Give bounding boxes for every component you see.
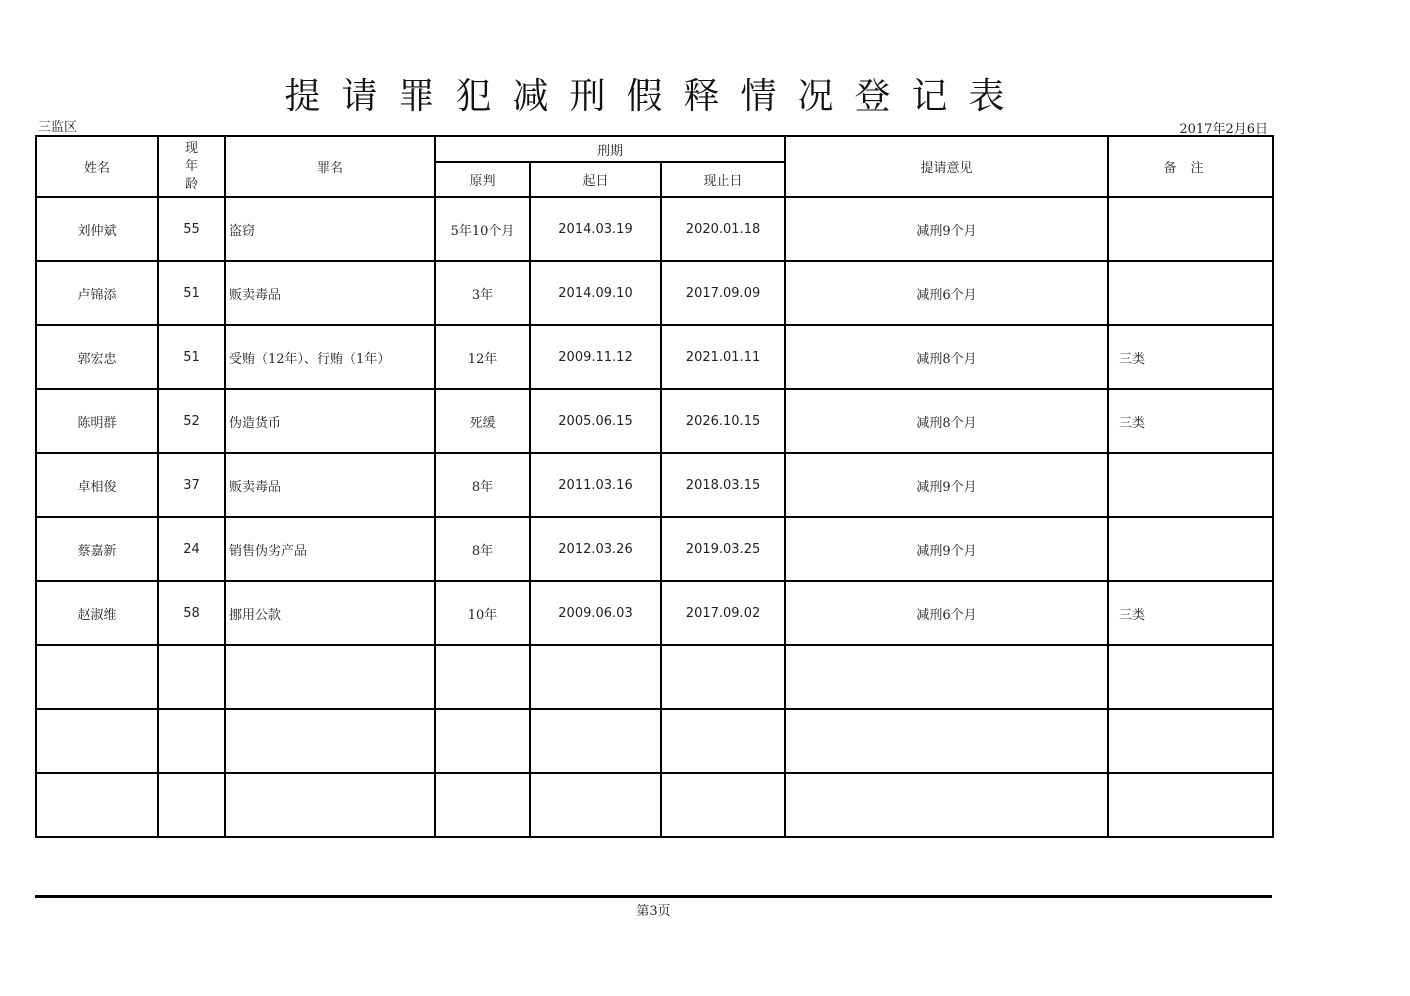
cell-name: 赵淑维 <box>36 581 158 645</box>
header-crime: 罪名 <box>225 136 435 197</box>
cell-age: 51 <box>158 325 225 389</box>
cell-original-sentence: 3年 <box>435 261 530 325</box>
cell-remark <box>1108 709 1273 773</box>
header-remark: 备注 <box>1108 136 1273 197</box>
date-label: 2017年2月6日 <box>1179 122 1268 137</box>
cell-name: 卢锦添 <box>36 261 158 325</box>
cell-remark: 三类 <box>1108 325 1273 389</box>
cell-proposal <box>785 773 1108 837</box>
table-row <box>36 517 1273 581</box>
table-row <box>36 709 1273 773</box>
header-age-char: 龄 <box>184 176 198 192</box>
cell-remark: 三类 <box>1108 389 1273 453</box>
cell-start-date <box>530 645 661 709</box>
cell-start-date: 2012.03.26 <box>530 517 661 581</box>
table-row <box>36 325 1273 389</box>
cell-age <box>158 773 225 837</box>
cell-crime <box>225 645 435 709</box>
cell-age: 51 <box>158 261 225 325</box>
cell-original-sentence <box>435 773 530 837</box>
header-age-char: 现 <box>184 140 198 156</box>
cell-proposal: 减刑8个月 <box>785 389 1108 453</box>
header-proposal: 提请意见 <box>785 136 1108 197</box>
cell-end-date: 2017.09.09 <box>661 261 785 325</box>
cell-original-sentence: 8年 <box>435 517 530 581</box>
cell-end-date: 2021.01.11 <box>661 325 785 389</box>
cell-end-date: 2020.01.18 <box>661 197 785 261</box>
cell-original-sentence: 10年 <box>435 581 530 645</box>
table-row <box>36 453 1273 517</box>
cell-end-date <box>661 709 785 773</box>
cell-start-date <box>530 709 661 773</box>
cell-start-date: 2014.09.10 <box>530 261 661 325</box>
cell-age <box>158 709 225 773</box>
cell-proposal <box>785 645 1108 709</box>
cell-age: 24 <box>158 517 225 581</box>
header-age <box>158 136 225 197</box>
cell-age: 52 <box>158 389 225 453</box>
cell-end-date: 2018.03.15 <box>661 453 785 517</box>
cell-proposal: 减刑6个月 <box>785 261 1108 325</box>
cell-age: 37 <box>158 453 225 517</box>
cell-crime <box>225 773 435 837</box>
page-number: 第3页 <box>636 904 671 919</box>
cell-name <box>36 773 158 837</box>
header-term-group: 刑期 <box>435 136 785 162</box>
table-row <box>36 389 1273 453</box>
cell-crime: 受贿（12年）、行贿（1年） <box>225 325 435 389</box>
cell-crime: 贩卖毒品 <box>225 453 435 517</box>
cell-name <box>36 709 158 773</box>
cell-name: 陈明群 <box>36 389 158 453</box>
cell-proposal: 减刑8个月 <box>785 325 1108 389</box>
cell-name <box>36 645 158 709</box>
cell-original-sentence: 8年 <box>435 453 530 517</box>
header-start-date: 起日 <box>530 162 661 197</box>
header-end-date: 现止日 <box>661 162 785 197</box>
header-age-char: 年 <box>184 158 198 174</box>
cell-proposal: 减刑9个月 <box>785 517 1108 581</box>
cell-proposal: 减刑6个月 <box>785 581 1108 645</box>
document-title: 提请罪犯减刑假释情况登记表 <box>284 76 1026 117</box>
cell-remark <box>1108 773 1273 837</box>
cell-start-date: 2009.11.12 <box>530 325 661 389</box>
cell-start-date: 2009.06.03 <box>530 581 661 645</box>
cell-proposal: 减刑9个月 <box>785 453 1108 517</box>
cell-age: 58 <box>158 581 225 645</box>
register-table <box>35 135 1274 838</box>
cell-remark <box>1108 261 1273 325</box>
cell-original-sentence: 12年 <box>435 325 530 389</box>
cell-end-date: 2026.10.15 <box>661 389 785 453</box>
cell-end-date <box>661 773 785 837</box>
cell-name: 蔡嘉新 <box>36 517 158 581</box>
table-row <box>36 261 1273 325</box>
cell-remark <box>1108 197 1273 261</box>
cell-end-date: 2017.09.02 <box>661 581 785 645</box>
cell-start-date <box>530 773 661 837</box>
header-name: 姓名 <box>36 136 158 197</box>
cell-remark <box>1108 517 1273 581</box>
cell-crime <box>225 709 435 773</box>
cell-crime: 盗窃 <box>225 197 435 261</box>
table-row <box>36 581 1273 645</box>
cell-end-date <box>661 645 785 709</box>
table-row <box>36 773 1273 837</box>
cell-proposal <box>785 709 1108 773</box>
cell-crime: 伪造货币 <box>225 389 435 453</box>
unit-label: 三监区 <box>38 120 78 135</box>
cell-original-sentence <box>435 645 530 709</box>
cell-name: 卓相俊 <box>36 453 158 517</box>
cell-original-sentence: 死缓 <box>435 389 530 453</box>
cell-proposal: 减刑9个月 <box>785 197 1108 261</box>
cell-remark: 三类 <box>1108 581 1273 645</box>
header-original-sentence: 原判 <box>435 162 530 197</box>
table-row <box>36 197 1273 261</box>
cell-name: 郭宏忠 <box>36 325 158 389</box>
cell-remark <box>1108 453 1273 517</box>
cell-start-date: 2011.03.16 <box>530 453 661 517</box>
cell-start-date: 2014.03.19 <box>530 197 661 261</box>
cell-age: 55 <box>158 197 225 261</box>
cell-original-sentence: 5年10个月 <box>435 197 530 261</box>
cell-crime: 销售伪劣产品 <box>225 517 435 581</box>
cell-remark <box>1108 645 1273 709</box>
cell-end-date: 2019.03.25 <box>661 517 785 581</box>
cell-age <box>158 645 225 709</box>
cell-original-sentence <box>435 709 530 773</box>
table-row <box>36 645 1273 709</box>
cell-crime: 挪用公款 <box>225 581 435 645</box>
cell-crime: 贩卖毒品 <box>225 261 435 325</box>
cell-name: 刘仲斌 <box>36 197 158 261</box>
footer-divider <box>35 895 1272 898</box>
cell-start-date: 2005.06.15 <box>530 389 661 453</box>
